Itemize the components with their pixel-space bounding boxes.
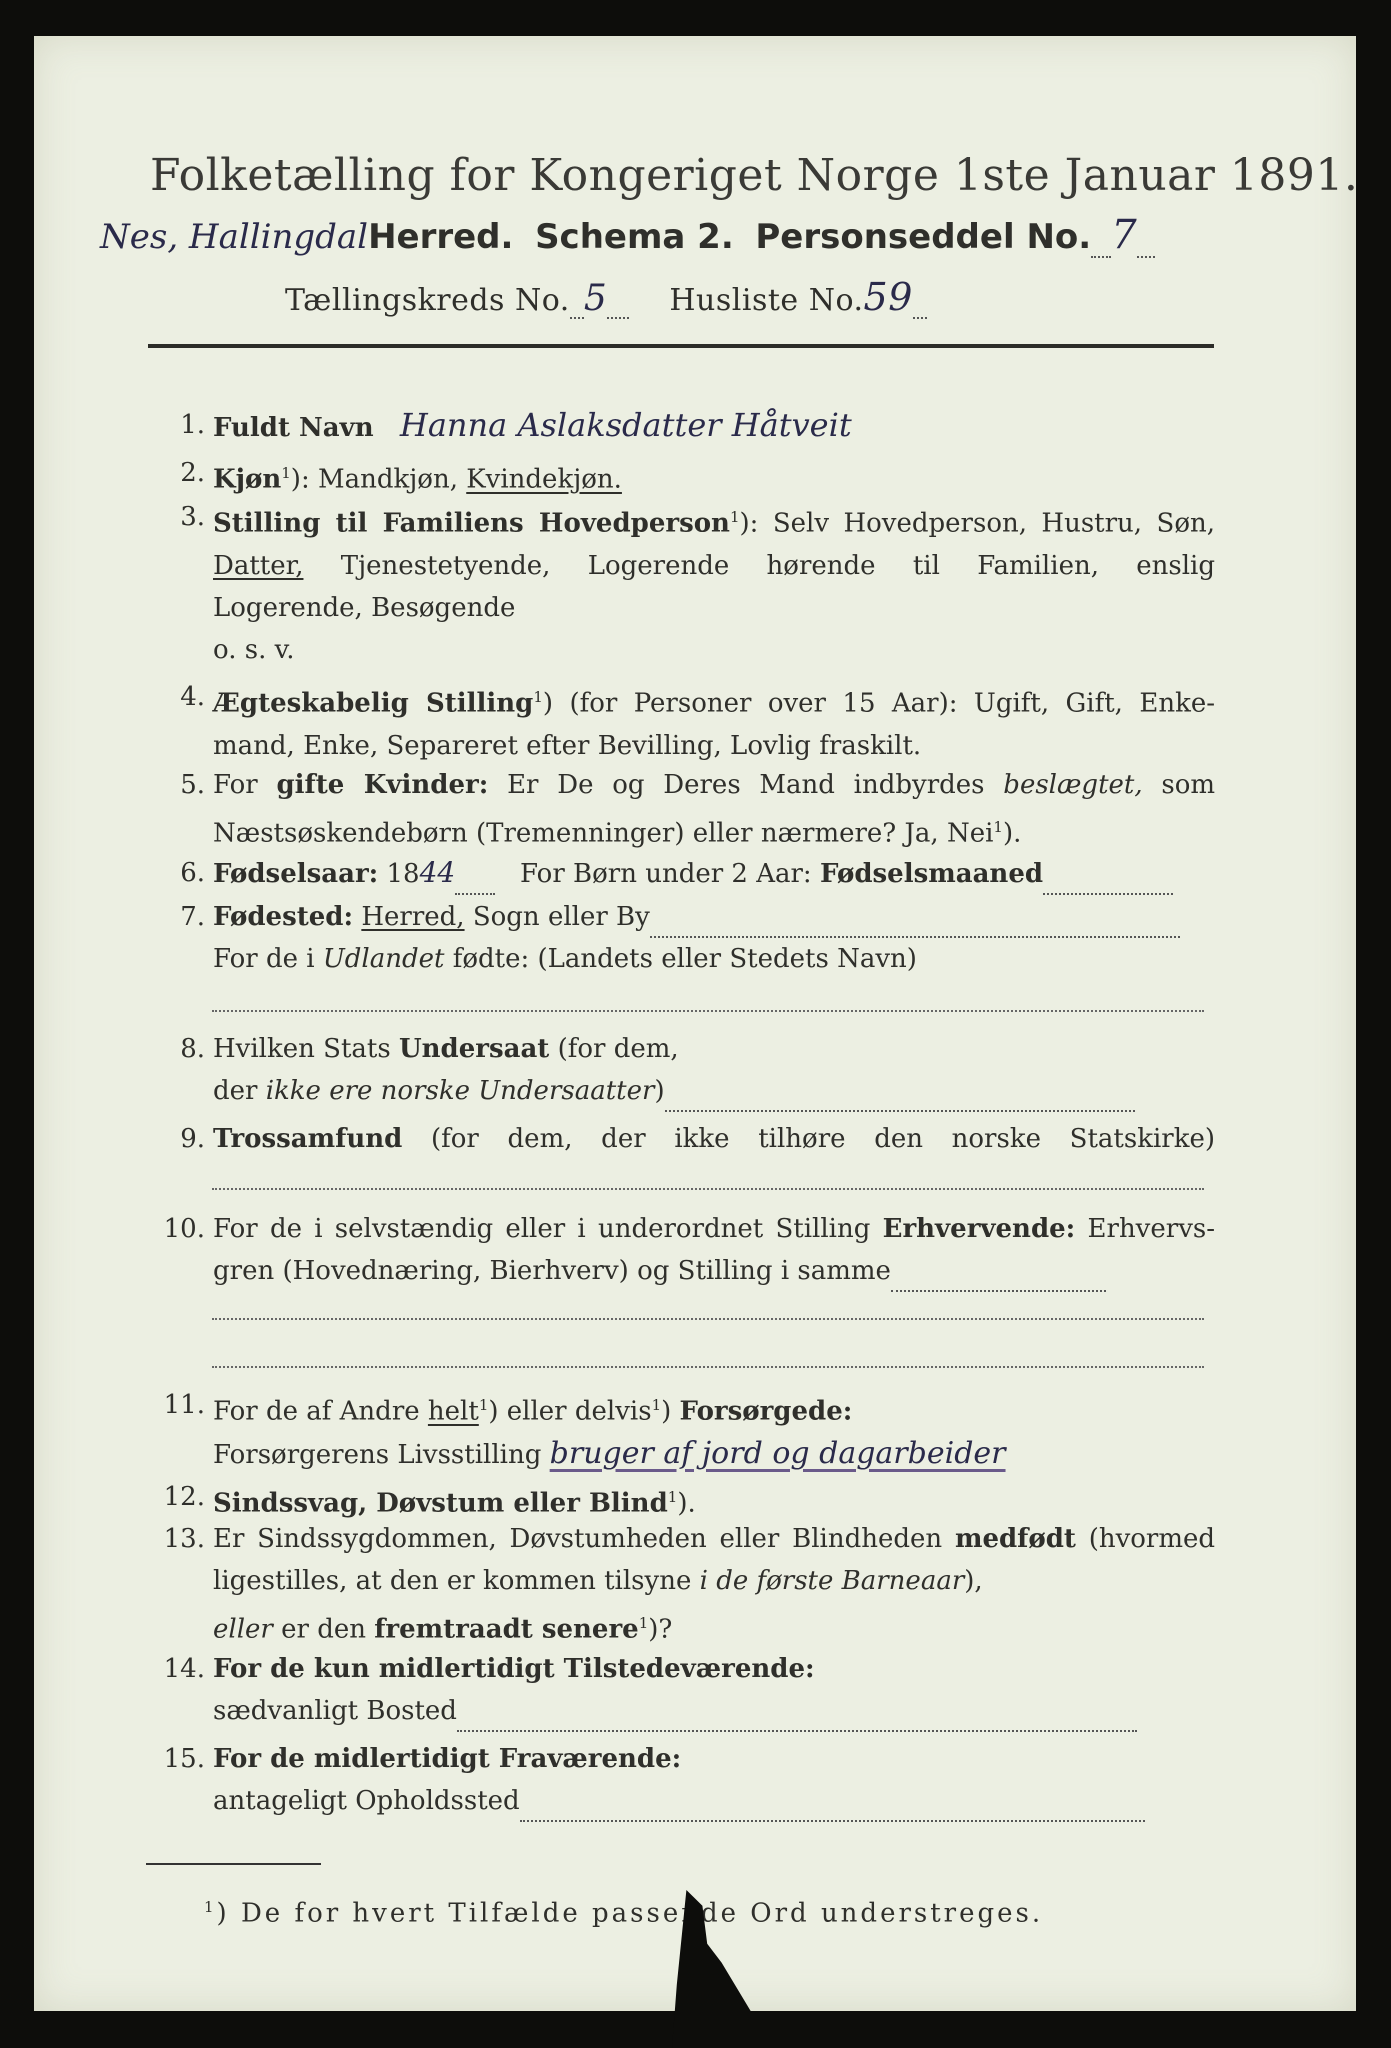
item-number: 2. bbox=[180, 458, 205, 488]
full-name-label: Fuldt Navn bbox=[213, 413, 374, 443]
blank-line bbox=[212, 1188, 1204, 1190]
birth-month-text: For Børn under 2 Aar: bbox=[520, 859, 812, 889]
family-position-etc: o. s. v. bbox=[213, 634, 295, 665]
item-number: 13. bbox=[163, 1524, 205, 1554]
birthplace-selected: Herred, bbox=[361, 902, 465, 932]
item-15 bbox=[145, 1738, 1215, 1828]
temporary-absent-label: For de midlertidigt Fraværende: bbox=[213, 1744, 682, 1774]
item-number: 6. bbox=[180, 858, 205, 888]
birthplace-label: Fødested: bbox=[213, 902, 354, 932]
occupation-question: gren (Hovednæring, Bierhverv) og Stilling i samme bbox=[213, 1256, 891, 1286]
family-position-options: ): Selv Hovedperson, Hustru, Søn, bbox=[739, 508, 1215, 539]
religion-condition: (for dem, der ikke tilhøre den norske Statskirke) bbox=[431, 1124, 1215, 1154]
childhood-years: i de første Barneaar bbox=[699, 1566, 965, 1596]
birth-year-value: 44 bbox=[419, 856, 456, 889]
closing-paren: ) bbox=[661, 1396, 672, 1427]
birthplace-options: Sogn eller By bbox=[472, 902, 650, 932]
full-name-value: Hanna Aslaksdatter Håtveit bbox=[399, 406, 852, 444]
temporary-present-label: For de kun midlertidigt Tilstedeværende: bbox=[213, 1654, 815, 1684]
closing-paren: ) bbox=[654, 1076, 665, 1106]
married-women-for: For bbox=[213, 770, 258, 800]
foreign-born-question: fødte: (Landets eller Stedets Navn) bbox=[452, 944, 917, 974]
footnote-mark: 1 bbox=[204, 1898, 217, 1916]
taellingskreds-value: 5 bbox=[583, 278, 608, 319]
marital-status-options: ) (for Personer over 15 Aar): Ugift, Gift, Enke- bbox=[542, 688, 1216, 719]
birth-year-prefix: 18 bbox=[386, 859, 420, 889]
item-number: 4. bbox=[180, 682, 205, 712]
citizenship-for: (for dem, bbox=[557, 1034, 679, 1064]
item-13 bbox=[145, 1518, 1215, 1648]
sex-options: ): Mandkjøn, bbox=[290, 464, 458, 495]
footnote-mark: 1 bbox=[651, 1396, 662, 1414]
provider-occupation-label: Forsørgerens Livsstilling bbox=[213, 1439, 542, 1470]
herred-line bbox=[100, 212, 1155, 258]
footnote-mark: 1 bbox=[993, 818, 1003, 836]
item-12 bbox=[145, 1476, 1215, 1518]
footnote-text: ) De for hvert Tilfælde passende Ord understreges. bbox=[216, 1898, 1044, 1929]
item-5 bbox=[145, 764, 1215, 850]
closing-paren: ). bbox=[677, 1488, 696, 1519]
item-1 bbox=[145, 404, 1215, 450]
congenital-question-2: ligestilles, at den er kommen tilsyne bbox=[213, 1566, 692, 1596]
footnote-mark: 1 bbox=[533, 688, 543, 706]
marital-status-options-2: mand, Enke, Separeret efter Bevilling, Lovlig fraskilt. bbox=[213, 730, 922, 761]
congenital-label: medfødt bbox=[954, 1524, 1076, 1554]
later-onset-label: fremtraadt senere bbox=[374, 1614, 639, 1645]
family-position-selected: Datter, bbox=[213, 550, 304, 581]
item-8 bbox=[145, 1028, 1215, 1118]
taellingskreds-line bbox=[285, 275, 927, 319]
foreign-word: Udlandet bbox=[322, 944, 445, 974]
occupation-prefix: For de i selvstændig eller i underordnet Stilling bbox=[213, 1214, 871, 1244]
closing-question: )? bbox=[648, 1614, 673, 1645]
item-number: 1. bbox=[180, 410, 205, 440]
family-position-label: Stilling til Familiens Hovedperson bbox=[213, 508, 730, 539]
item-10 bbox=[145, 1208, 1215, 1298]
sex-selected: Kvindekjøn. bbox=[466, 464, 622, 495]
item-number: 11. bbox=[163, 1390, 205, 1420]
married-women-question: Er De og Deres Mand indbyrdes bbox=[507, 770, 985, 800]
provider-occupation-value: bruger af jord og dagarbeider bbox=[549, 1435, 1006, 1471]
citizenship-label: Undersaat bbox=[398, 1034, 550, 1064]
married-women-som: som bbox=[1161, 770, 1216, 800]
footnote-mark: 1 bbox=[281, 464, 291, 482]
eller-word: eller bbox=[213, 1614, 273, 1645]
item-number: 10. bbox=[163, 1214, 205, 1244]
item-number: 14. bbox=[163, 1654, 205, 1684]
item-number: 9. bbox=[180, 1124, 205, 1154]
item-3 bbox=[145, 496, 1215, 666]
herred-label: Herred. bbox=[368, 217, 514, 257]
sex-label: Kjøn bbox=[213, 464, 282, 495]
item-11 bbox=[145, 1384, 1215, 1474]
birth-month-label: Fødselsmaaned bbox=[819, 859, 1044, 889]
family-position-options-3: Logerende, Besøgende bbox=[213, 592, 516, 623]
item-6 bbox=[145, 852, 1215, 894]
family-position-options-2: Tjenestetyende, Logerende hørende til Familien, enslig bbox=[340, 550, 1215, 581]
married-women-question-2: Næstsøskendebørn (Tremenninger) eller nærmere? Ja, Nei bbox=[213, 818, 994, 849]
footnote-mark: 1 bbox=[478, 1396, 489, 1414]
marital-status-label: Ægteskabelig Stilling bbox=[213, 688, 534, 719]
supported-prefix: For de af Andre bbox=[213, 1396, 420, 1427]
personseddel-value: 7 bbox=[1111, 212, 1137, 258]
header-rule bbox=[148, 344, 1214, 348]
supported-label: Forsørgede: bbox=[679, 1396, 853, 1427]
probable-residence-label: antageligt Opholdssted bbox=[213, 1786, 520, 1816]
item-number: 7. bbox=[180, 902, 205, 932]
item-9 bbox=[145, 1118, 1215, 1160]
occupation-label: Erhvervende: bbox=[882, 1214, 1076, 1244]
item-number: 8. bbox=[180, 1034, 205, 1064]
item-4 bbox=[145, 676, 1215, 762]
footnote bbox=[204, 1898, 1043, 1929]
closing-paren: ). bbox=[1002, 818, 1022, 849]
item-number: 15. bbox=[163, 1744, 205, 1774]
item-7 bbox=[145, 896, 1215, 986]
husliste-value: 59 bbox=[863, 275, 913, 319]
congenital-question-3: er den bbox=[281, 1614, 366, 1645]
form-title: Folketælling for Kongeriget Norge 1ste Januar 1891. bbox=[150, 150, 1359, 201]
occupation-erhvervs: Erhvervs- bbox=[1087, 1214, 1216, 1244]
religion-label: Trossamfund bbox=[213, 1124, 403, 1154]
husliste-label: Husliste No. bbox=[669, 283, 864, 318]
blank-line bbox=[212, 1318, 1204, 1320]
footnote-mark: 1 bbox=[667, 1488, 678, 1506]
item-number: 3. bbox=[180, 502, 205, 532]
supported-selected: helt bbox=[427, 1396, 479, 1427]
related-word: beslægtet, bbox=[1003, 770, 1143, 800]
footnote-mark: 1 bbox=[638, 1614, 649, 1632]
herred-value: Nes, Hallingdal bbox=[100, 217, 369, 257]
item-number: 12. bbox=[163, 1482, 205, 1512]
item-2 bbox=[145, 452, 1215, 494]
schema-label: Schema 2. bbox=[535, 217, 734, 257]
foreign-born-prefix: For de i bbox=[213, 944, 315, 974]
birth-year-label: Fødselsaar: bbox=[213, 859, 379, 889]
item-number: 5. bbox=[180, 770, 205, 800]
usual-residence-label: sædvanligt Bosted bbox=[213, 1696, 457, 1726]
taellingskreds-label: Tællingskreds No. bbox=[285, 283, 570, 318]
item-14 bbox=[145, 1648, 1215, 1738]
closing-paren: ), bbox=[964, 1566, 983, 1596]
blank-line bbox=[212, 1366, 1204, 1368]
citizenship-prefix: Hvilken Stats bbox=[213, 1034, 391, 1064]
citizenship-der: der bbox=[213, 1076, 258, 1106]
footnote-rule bbox=[146, 1863, 321, 1865]
disability-label: Sindssvag, Døvstum eller Blind bbox=[213, 1488, 668, 1519]
congenital-hvormed: (hvormed bbox=[1088, 1524, 1216, 1554]
footnote-mark: 1 bbox=[729, 508, 740, 526]
congenital-question: Er Sindssygdommen, Døvstumheden eller Blindheden bbox=[213, 1524, 943, 1554]
citizenship-condition: ikke ere norske Undersaatter bbox=[265, 1076, 655, 1106]
married-women-label: gifte Kvinder: bbox=[276, 770, 489, 800]
personseddel-label: Personseddel No. bbox=[755, 217, 1092, 257]
supported-delvis: ) eller delvis bbox=[488, 1396, 652, 1427]
blank-line bbox=[212, 1010, 1204, 1012]
